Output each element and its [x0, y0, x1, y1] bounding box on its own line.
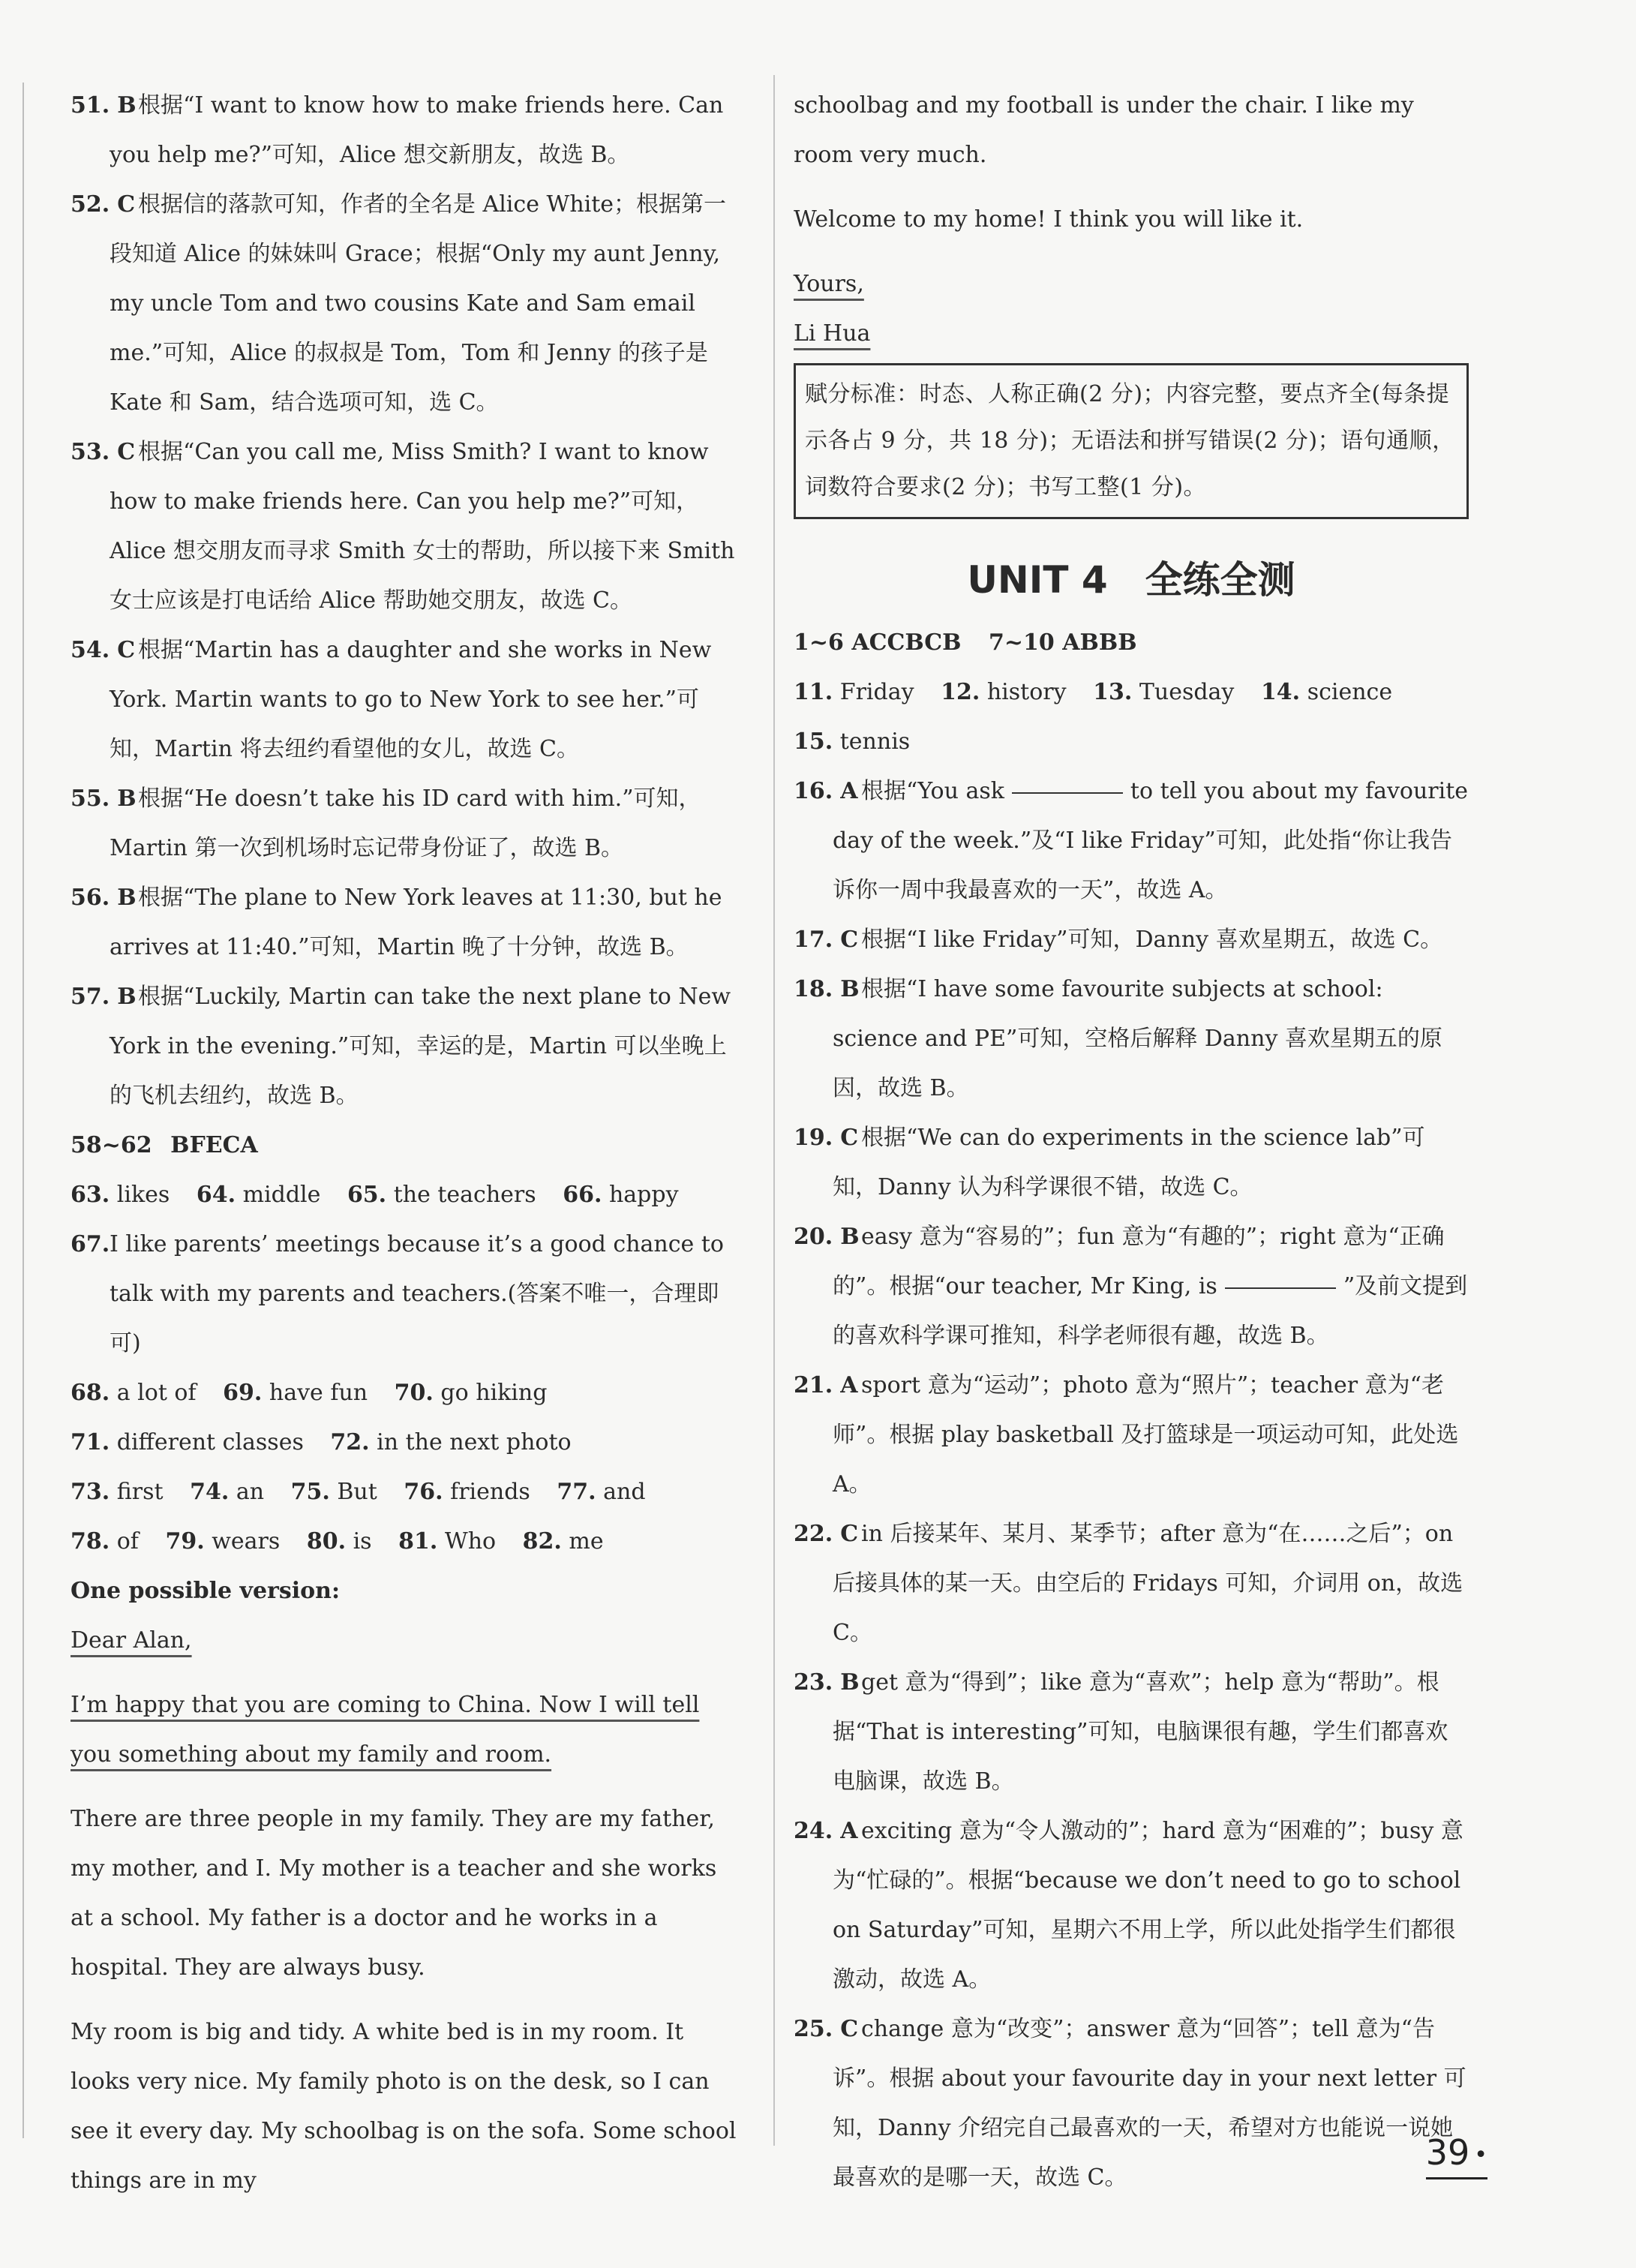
answer-68	[71, 1380, 197, 1406]
explanation: 根据“He doesn’t take his ID card with him.”可知，Martin 第一次到机场时忘记带身份证了，故选 B。	[110, 786, 701, 861]
question-number: 19.	[794, 1125, 833, 1151]
answer-letter: C	[840, 927, 859, 953]
answer-row-63-66	[71, 1170, 738, 1220]
answer-text: have fun	[269, 1380, 368, 1406]
question-number: 22.	[794, 1521, 833, 1547]
column-divider	[773, 75, 775, 2146]
answer-letter: C	[840, 1521, 859, 1547]
answer-text: Who	[444, 1528, 497, 1555]
answer-row-1-10	[794, 618, 1469, 668]
explanation: get 意为“得到”；like 意为“喜欢”；help 意为“帮助”。根据“That is interesting”可知，电脑课很有趣，学生们都喜欢电脑课，故选 B。	[833, 1669, 1448, 1795]
answer-text: go hiking	[440, 1380, 548, 1406]
answer-text: wears	[212, 1528, 281, 1555]
answer-77	[557, 1479, 645, 1505]
answer-58-62	[71, 1121, 738, 1170]
question-number: 14.	[1260, 679, 1301, 705]
answer-letter: B	[840, 1224, 860, 1250]
answer-54	[71, 626, 738, 774]
answer-row-68-70	[71, 1368, 738, 1418]
answer-letter: C	[117, 191, 136, 218]
answer-text: science	[1307, 679, 1393, 705]
explanation: 根据“The plane to New York leaves at 11:30, but he arrives at 11:40.”可知，Martin 晚了十分钟，故选 B。	[110, 885, 722, 960]
question-number: 66.	[563, 1182, 602, 1208]
explanation: exciting 意为“令人激动的”；hard 意为“困难的”；busy 意为“忙碌的”。根据“because we don’t need to go to school on Saturday”可知，星期六不用上学，所以此处指学生们都很激动，故选 A。	[833, 1818, 1463, 1993]
answer-7-10	[989, 629, 1137, 656]
question-number: 20.	[794, 1224, 833, 1250]
answer-72	[330, 1429, 571, 1455]
answer-text: a lot of	[116, 1380, 197, 1406]
question-number: 79.	[165, 1528, 205, 1555]
question-number: 51.	[71, 92, 110, 119]
letter-paragraph-family: There are three people in my family. They are my father, my mother, and I. My mother is a teacher and she works at a school. My father is a doctor and he works in a hospital. They are always busy.	[71, 1806, 717, 1981]
question-number: 67.	[71, 1231, 110, 1257]
answer-letters: BFECA	[170, 1132, 258, 1158]
question-number: 23.	[794, 1669, 833, 1696]
answer-67	[71, 1220, 738, 1368]
question-number: 25.	[794, 2016, 833, 2042]
unit-title: UNIT 4 全练全测	[967, 558, 1295, 602]
explanation: 根据“I have some favourite subjects at school: science and PE”可知，空格后解释 Danny 喜欢星期五的原因，故选 B。	[833, 976, 1442, 1101]
page-marker-icon: •	[1474, 2141, 1487, 2168]
question-number: 81.	[398, 1528, 438, 1555]
question-number: 12.	[941, 679, 980, 705]
question-number: 68.	[71, 1380, 110, 1406]
explanation: 根据“Can you call me, Miss Smith? I want to know how to make friends here. Can you help me?”可知，Alice 想交朋友而寻求 Smith 女士的帮助，所以接下来 Smith 女士应该是打电话给 Alice 帮助她交朋友，故选 C。	[110, 439, 735, 614]
answer-letter: A	[840, 1818, 858, 1844]
question-number: 7~10	[988, 629, 1055, 656]
letter-signature: Li Hua	[794, 320, 871, 347]
letter-paragraph-room: My room is big and tidy. A white bed is in my room. It looks very nice. My family photo is on the desk, so I can see it every day. My schoolbag is on the sofa. Some school things are in my	[71, 2019, 737, 2194]
explanation: 根据信的落款可知，作者的全名是 Alice White；根据第一段知道 Alice 的妹妹叫 Grace；根据“Only my aunt Jenny, my uncle Tom and two cousins Kate and Sam email me.”可知，Alice 的叔叔是 Tom，Tom 和 Jenny 的孩子是 Kate 和 Sam，结合选项可知，选 C。	[110, 191, 727, 416]
answer-55	[71, 774, 738, 873]
explanation: 根据“I want to know how to make friends here. Can you help me?”可知，Alice 想交新朋友，故选 B。	[110, 92, 724, 168]
answer-letter: C	[840, 2016, 859, 2042]
answer-11	[794, 679, 914, 705]
answer-letter: C	[117, 439, 136, 465]
letter-closing: Yours,	[794, 271, 864, 297]
answer-row-15	[794, 717, 1469, 767]
right-column	[794, 81, 1469, 2203]
question-number: 70.	[394, 1380, 434, 1406]
answer-text: middle	[242, 1182, 321, 1208]
letter-greeting: Dear Alan,	[71, 1627, 192, 1654]
answer-65	[347, 1182, 536, 1208]
answer-78	[71, 1528, 139, 1555]
answer-letter: B	[117, 984, 137, 1010]
answer-15	[794, 728, 910, 755]
explanation: 根据“Martin has a daughter and she works in New York. Martin wants to go to New York to see her.”可知，Martin 将去纽约看望他的女儿，故选 C。	[110, 637, 712, 762]
answer-22	[794, 1509, 1469, 1658]
answer-text: friends	[450, 1479, 530, 1505]
answer-17	[794, 915, 1469, 965]
question-number: 11.	[794, 679, 833, 705]
explanation: change 意为“改变”；answer 意为“回答”；tell 意为“告诉”。根据 about your favourite day in your next letter 可知，Danny 介绍完自己最喜欢的一天，希望对方也能说一说她最喜欢的是哪一天，故选 C。	[833, 2016, 1466, 2191]
answer-text: different classes	[116, 1429, 304, 1455]
answer-text: of	[116, 1528, 139, 1555]
answer-79	[165, 1528, 280, 1555]
answer-text: is	[353, 1528, 372, 1555]
question-number: 1~6	[794, 629, 844, 656]
question-number: 52.	[71, 191, 110, 218]
answer-66	[563, 1182, 678, 1208]
letter-welcome: Welcome to my home! I think you will like it.	[794, 206, 1304, 233]
question-number: 69.	[223, 1380, 263, 1406]
answer-63	[71, 1182, 170, 1208]
question-number: 74.	[190, 1479, 230, 1505]
answer-52	[71, 180, 738, 428]
question-number: 13.	[1093, 679, 1133, 705]
question-number: 78.	[71, 1528, 110, 1555]
answer-text: and	[603, 1479, 646, 1505]
answer-81	[398, 1528, 496, 1555]
question-number: 21.	[794, 1372, 833, 1398]
answer-text: But	[337, 1479, 377, 1505]
question-number: 63.	[71, 1182, 110, 1208]
question-number: 53.	[71, 439, 110, 465]
answer-letters: ABBB	[1062, 629, 1137, 656]
question-number: 72.	[330, 1429, 370, 1455]
answer-letter: B	[117, 885, 137, 911]
answer-82	[523, 1528, 604, 1555]
letter-opening: I’m happy that you are coming to China. Now I will tell you something about my family and room.	[71, 1692, 700, 1768]
answer-57	[71, 972, 738, 1121]
question-number: 76.	[404, 1479, 443, 1505]
answer-14	[1261, 679, 1392, 705]
answer-letter: B	[117, 92, 137, 119]
blank-line	[1012, 791, 1123, 794]
question-number: 82.	[522, 1528, 562, 1555]
answer-letter: B	[840, 976, 860, 1002]
answer-letter: B	[840, 1669, 860, 1696]
answer-1-6	[794, 629, 962, 656]
question-number: 17.	[794, 927, 833, 953]
answer-20	[794, 1212, 1469, 1361]
answer-73	[71, 1479, 164, 1505]
answer-21	[794, 1361, 1469, 1509]
question-number: 18.	[794, 976, 833, 1002]
answer-letter: B	[117, 786, 137, 812]
answer-53	[71, 428, 738, 626]
letter-continuation: schoolbag and my football is under the chair. I like my room very much.	[794, 92, 1414, 168]
answer-76	[404, 1479, 530, 1505]
answer-75	[291, 1479, 377, 1505]
answer-text: tennis	[839, 728, 911, 755]
answer-69	[223, 1380, 368, 1406]
answer-row-71-72	[71, 1418, 738, 1467]
explanation: 根据“Luckily, Martin can take the next plane to New York in the evening.”可知，幸运的是，Martin 可以坐晚上的飞机去纽约，故选 B。	[110, 984, 731, 1109]
blank-line	[1225, 1286, 1336, 1289]
answer-letter: A	[840, 778, 858, 804]
question-number: 64.	[196, 1182, 236, 1208]
answer-70	[395, 1380, 548, 1406]
answer-23	[794, 1658, 1469, 1807]
answer-letters: ACCBCB	[851, 629, 962, 656]
answer-text: an	[236, 1479, 265, 1505]
question-number: 75.	[290, 1479, 330, 1505]
answer-row-11-14	[794, 668, 1469, 717]
version-label: One possible version:	[71, 1578, 341, 1604]
left-margin-rule	[23, 83, 24, 2138]
answer-row-73-77	[71, 1467, 738, 1517]
explanation-start: 根据“You ask	[861, 778, 1004, 804]
answer-letter: C	[117, 637, 136, 663]
question-number: 77.	[557, 1479, 596, 1505]
explanation: 根据“I like Friday”可知，Danny 喜欢星期五，故选 C。	[861, 927, 1443, 953]
question-number: 16.	[794, 778, 833, 804]
answer-18	[794, 965, 1469, 1113]
answer-text: first	[116, 1479, 164, 1505]
answer-12	[941, 679, 1066, 705]
explanation-start: easy 意为“容易的”；fun 意为“有趣的”；right 意为“正确的”。根据“our teacher, Mr King, is	[833, 1224, 1445, 1299]
answer-text: Tuesday	[1139, 679, 1235, 705]
answer-text: likes	[116, 1182, 170, 1208]
answer-13	[1093, 679, 1234, 705]
answer-16	[794, 767, 1469, 915]
answer-25	[794, 2005, 1469, 2203]
answer-text: me	[569, 1528, 604, 1555]
question-number: 57.	[71, 984, 110, 1010]
answer-71	[71, 1429, 304, 1455]
question-number: 71.	[71, 1429, 110, 1455]
answer-24	[794, 1807, 1469, 2005]
answer-text: Friday	[839, 679, 914, 705]
question-number: 73.	[71, 1479, 110, 1505]
explanation-end: to tell you about my favourite day of the week.”及“I like Friday”可知，此处指“你让我告诉你一周中我最喜欢的一天”，故选 A。	[833, 778, 1469, 903]
question-number: 58~62	[71, 1132, 152, 1158]
answer-text: I like parents’ meetings because it’s a good chance to talk with my parents and teachers.(答案不唯一，合理即可)	[110, 1231, 724, 1356]
question-number: 56.	[71, 885, 110, 911]
explanation: in 后接某年、某月、某季节；after 意为“在……之后”；on 后接具体的某一天。由空后的 Fridays 可知，介词用 on，故选 C。	[833, 1521, 1463, 1646]
answer-text: history	[986, 679, 1067, 705]
page-number	[1426, 2131, 1487, 2179]
answer-letter: A	[840, 1372, 858, 1398]
page-number-text: 39	[1425, 2132, 1470, 2173]
explanation: 根据“We can do experiments in the science lab”可知，Danny 认为科学课很不错，故选 C。	[833, 1125, 1425, 1200]
answer-19	[794, 1113, 1469, 1212]
answer-text: in the next photo	[377, 1429, 572, 1455]
answer-row-78-82	[71, 1517, 738, 1567]
question-number: 55.	[71, 786, 110, 812]
answer-56	[71, 873, 738, 972]
question-number: 15.	[794, 728, 833, 755]
question-number: 65.	[347, 1182, 387, 1208]
left-column	[71, 81, 738, 2206]
question-number: 24.	[794, 1818, 833, 1844]
answer-text: happy	[608, 1182, 679, 1208]
explanation-end: ”及前文提到的喜欢科学课可推知，科学老师很有趣，故选 B。	[833, 1273, 1468, 1349]
scoring-criteria-box: 赋分标准：时态、人称正确(2 分)；内容完整，要点齐全(每条提示各占 9 分，共 18 分)；无语法和拼写错误(2 分)；语句通顺，词数符合要求(2 分)；书写工整(1 分)。	[794, 363, 1469, 519]
answer-74	[190, 1479, 264, 1505]
answer-letter: C	[840, 1125, 859, 1151]
question-number: 54.	[71, 637, 110, 663]
question-number: 80.	[306, 1528, 347, 1555]
explanation: sport 意为“运动”；photo 意为“照片”；teacher 意为“老师”。根据 play basketball 及打篮球是一项运动可知，此处选 A。	[833, 1372, 1459, 1497]
answer-51	[71, 81, 738, 180]
answer-80	[307, 1528, 372, 1555]
answer-64	[197, 1182, 321, 1208]
answer-text: the teachers	[393, 1182, 536, 1208]
